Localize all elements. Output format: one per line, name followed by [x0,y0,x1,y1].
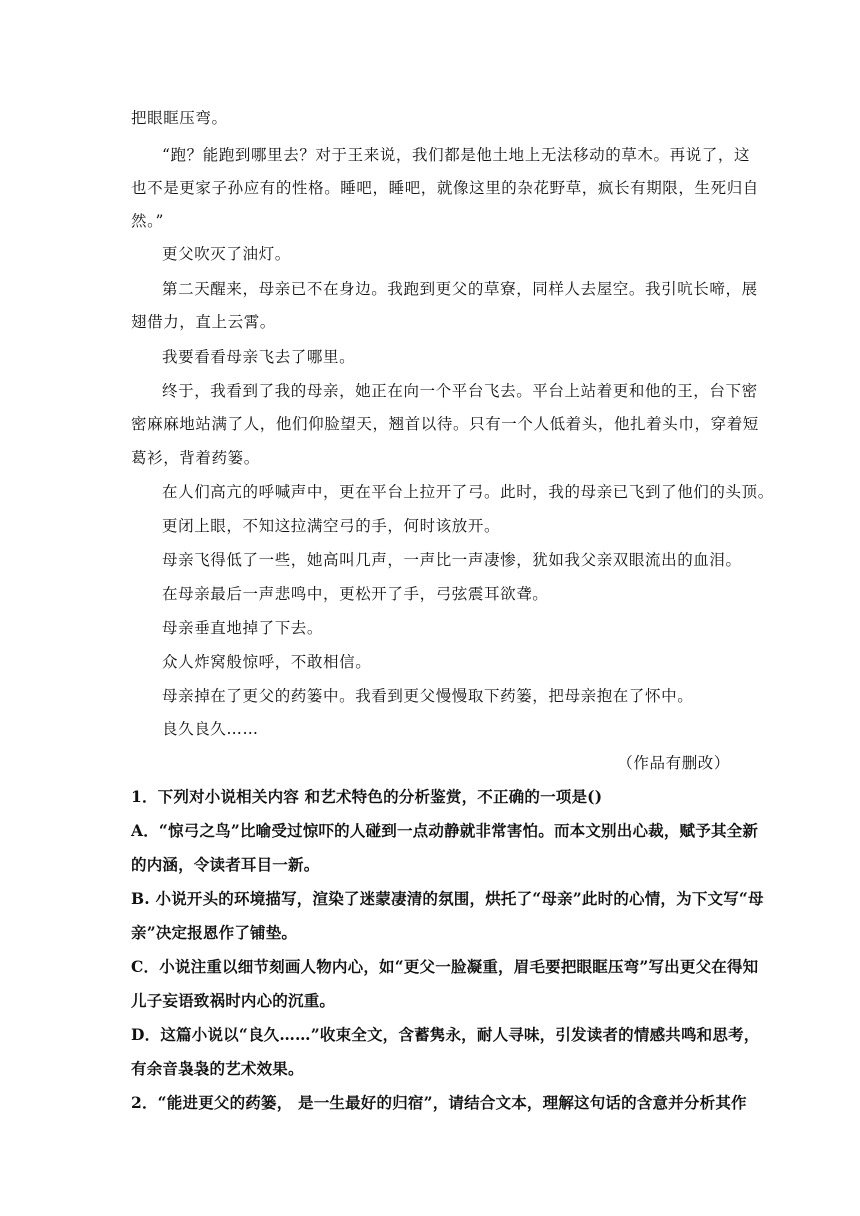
question-line: B. 小说开头的环境描写，渲染了迷蒙凄清的氛围，烘托了“母亲”此时的心情，为下文写“母 [131,889,764,908]
source-note: （作品有删改） [617,754,730,772]
question-line: A．“惊弓之鸟”比喻受过惊吓的人碰到一点动静就非常害怕。而本文别出心裁，赋予其全新 [131,821,759,840]
question-line: 儿子妄语致祸时内心的沉重。 [131,991,336,1010]
story-line: 也不是更家子孙应有的性格。睡吧，睡吧，就像这里的杂花野草，疯长有期限，生死归自 [131,179,759,197]
question-line: 1．下列对小说相关内容 和艺术特色的分析鉴赏，不正确的一项是() [131,787,603,806]
story-line: 更闭上眼，不知这拉满空弓的手，何时该放开。 [162,517,501,535]
story-line: 然。” [131,212,164,230]
question-line: 2．“能进更父的药篓， 是一生最好的归宿”，请结合文本，理解这句话的含意并分析其作 [131,1093,747,1112]
story-line: 密麻麻地站满了人，他们仰脸望天，翘首以待。只有一个人低着头，他扎着头巾，穿着短 [131,415,759,433]
story-line: 在人们高亢的呼喊声中，更在平台上拉开了弓。此时，我的母亲已飞到了他们的头顶。 [162,483,774,501]
question-line: 的内涵，令读者耳目一新。 [131,855,320,874]
story-line: 母亲垂直地掉了下去。 [162,619,324,637]
story-line: 更父吹灭了油灯。 [162,245,291,263]
story-line: 终于，我看到了我的母亲，她正在向一个平台飞去。平台上站着更和他的王，台下密 [162,382,758,400]
story-line: 母亲飞得低了一些，她高叫几声，一声比一声凄惨，犹如我父亲双眼流出的血泪。 [162,551,742,569]
story-line: 葛衫，背着药篓。 [131,449,260,467]
story-line: 我要看看母亲飞去了哪里。 [162,348,356,366]
story-line: 第二天醒来，母亲已不在身边。我跑到更父的草寮，同样人去屋空。我引吭长啼，展 [162,280,758,298]
story-line: “跑？能跑到哪里去？对于王来说，我们都是他土地上无法移动的草木。再说了，这 [162,146,751,164]
question-line: 亲”决定报恩作了铺垫。 [131,923,298,942]
question-line: 有余音袅袅的艺术效果。 [131,1059,304,1078]
story-line: 把眼眶压弯。 [131,109,228,127]
story-line: 在母亲最后一声悲鸣中，更松开了手，弓弦震耳欲聋。 [162,585,549,603]
story-line: 翅借力，直上云霄。 [131,313,276,331]
story-line: 良久良久…… [162,720,259,738]
question-line: C．小说注重以细节刻画人物内心，如“更父一脸凝重，眉毛要把眼眶压弯”写出更父在得知 [131,957,759,976]
story-line: 母亲掉在了更父的药篓中。我看到更父慢慢取下药篓，把母亲抱在了怀中。 [162,687,694,705]
question-line: D．这篇小说以“良久……”收束全文，含蓄隽永，耐人寻味，引发读者的情感共鸣和思考， [131,1025,760,1044]
story-line: 众人炸窝般惊呼，不敢相信。 [162,653,372,671]
